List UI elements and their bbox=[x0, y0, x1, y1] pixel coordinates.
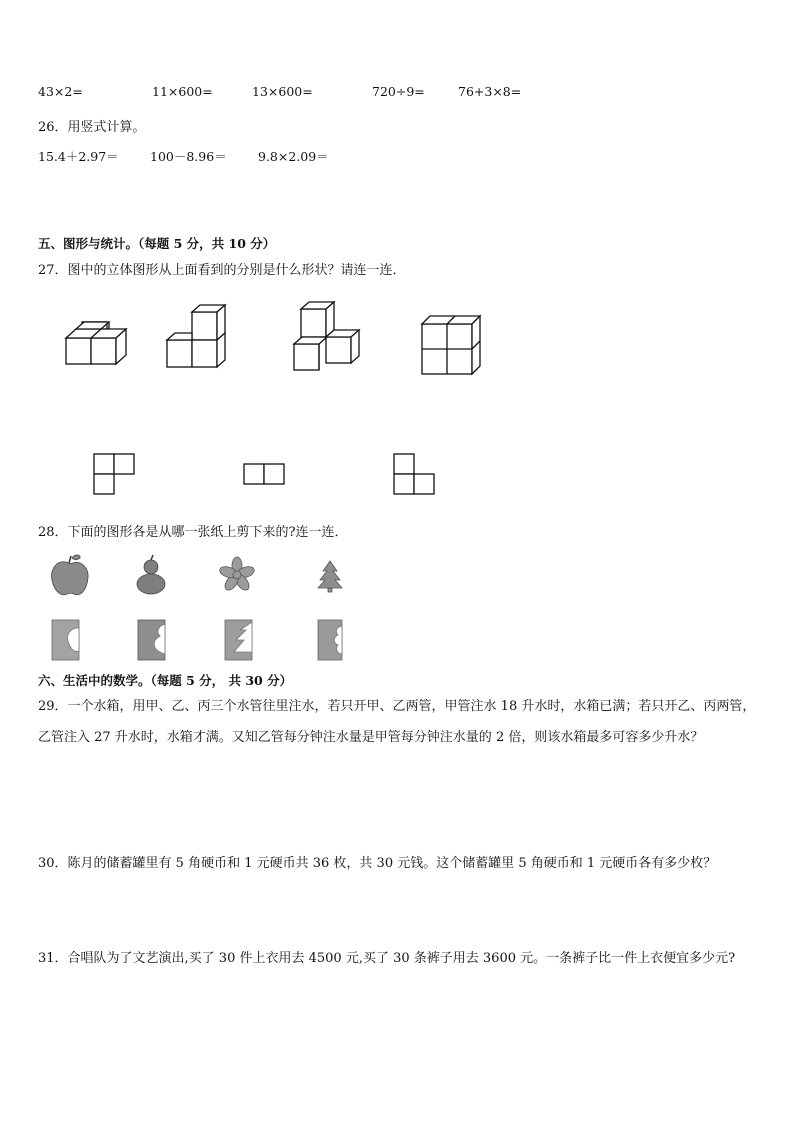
gourd-icon bbox=[137, 555, 165, 594]
question-26-title: 26．用竖式计算。 bbox=[38, 120, 146, 135]
paper-tree-icon bbox=[225, 620, 252, 660]
apple-icon bbox=[52, 555, 89, 595]
calc-item: 13×600= bbox=[252, 84, 313, 99]
tree-icon bbox=[318, 561, 342, 592]
paper-flower-icon bbox=[318, 620, 342, 660]
section-5-heading: 五、图形与统计。（每题 5 分，共 10 分） bbox=[38, 236, 276, 251]
question-30-text: 30．陈月的储蓄罐里有 5 角硬币和 1 元硬币共 36 枚，共 30 元钱。这个储蓄罐里 5 角硬币和 1 元硬币各有多少枚？ bbox=[38, 856, 717, 871]
calc-item: 720÷9= bbox=[372, 84, 425, 99]
question-31-text: 31．合唱队为了文艺演出,买了 30 件上衣用去 4500 元,买了 30 条裤子用去 3600 元。一条裤子比一件上衣便宜多少元? bbox=[38, 951, 736, 966]
paper-gourd-icon bbox=[138, 620, 165, 660]
vertical-calc-expr: 15.4＋2.97＝ bbox=[38, 149, 119, 164]
paper-apple-icon bbox=[52, 620, 79, 660]
vertical-calc-expr: 100－8.96＝ bbox=[150, 149, 227, 164]
question-29-text: 29．一个水箱，用甲、乙、丙三个水管往里注水，若只开甲、乙两管，甲管注水 18 升水时，水箱已满；若只开乙、丙两管，乙管注入 27 升水时，水箱才满。又知乙管每分钟注水量是甲管每分钟注水量的 2 倍，则该水箱最多可容多少升水？ bbox=[38, 699, 756, 745]
vertical-calc-expr: 9.8×2.09＝ bbox=[258, 149, 329, 164]
question-27-text: 27．图中的立体图形从上面看到的分别是什么形状？请连一连． bbox=[38, 263, 406, 278]
flower-icon bbox=[218, 557, 255, 593]
section-6-heading: 六、生活中的数学。（每题 5 分， 共 30 分） bbox=[38, 673, 293, 688]
calc-item: 76+3×8= bbox=[458, 84, 522, 99]
calc-item: 43×2= bbox=[38, 84, 83, 99]
question-28-text: 28．下面的图形各是从哪一张纸上剪下来的?连一连． bbox=[38, 525, 348, 540]
calc-item: 11×600= bbox=[152, 84, 213, 99]
